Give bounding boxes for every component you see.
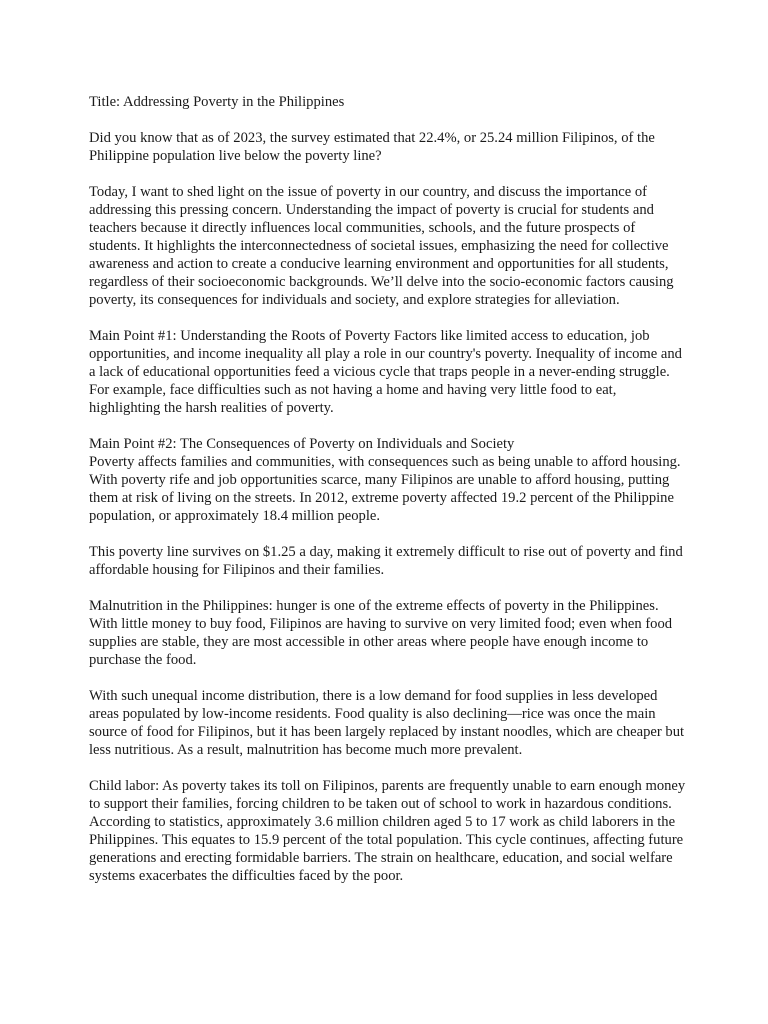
intro-question-paragraph: Did you know that as of 2023, the survey estimated that 22.4%, or 25.24 million Filipinos, of the Philippine population live below the poverty line? (89, 130, 655, 164)
main-point-1-paragraph: Main Point #1: Understanding the Roots of Poverty Factors like limited access to education, job opportunities, and income inequality all play a role in our country's poverty. Inequality of income and a lack of educational opportunities feed a vicious cycle that traps people in a never-ending struggle. For example, face difficulties such as not having a home and having very little food to eat, highlighting the harsh realities of poverty. (89, 328, 682, 416)
poverty-line-paragraph: This poverty line survives on $1.25 a day, making it extremely difficult to rise out of poverty and find affordable housing for Filipinos and their families. (89, 544, 683, 578)
document-title: Title: Addressing Poverty in the Philippines (89, 94, 345, 110)
child-labor-paragraph: Child labor: As poverty takes its toll on Filipinos, parents are frequently unable to earn enough money to support their families, forcing children to be taken out of school to work in hazardous conditions. According to statistics, approximately 3.6 million children aged 5 to 17 work as child laborers in the Philippines. This equates to 15.9 percent of the total population. This cycle continues, affecting future generations and erecting formidable barriers. The strain on healthcare, education, and social welfare systems exacerbates the difficulties faced by the poor. (89, 778, 686, 884)
main-point-2-paragraph: Main Point #2: The Consequences of Poverty on Individuals and Society Poverty affects families and communities, with consequences such as being unable to afford housing. With poverty rife and job opportunities scarce, many Filipinos are unable to afford housing, putting them at risk of living on the streets. In 2012, extreme poverty affected 19.2 percent of the Philippine population, or approximately 18.4 million people. (89, 436, 681, 524)
intro-paragraph: Today, I want to shed light on the issue of poverty in our country, and discuss the importance of addressing this pressing concern. Understanding the impact of poverty is crucial for students and teachers because it directly influences local communities, schools, and the future prospects of students. It highlights the interconnectedness of societal issues, emphasizing the need for collective awareness and action to create a conducive learning environment and opportunities for all students, regardless of their socioeconomic backgrounds. We’ll delve into the socio-economic factors causing poverty, its consequences for individuals and society, and explore strategies for alleviation. (89, 184, 674, 308)
document-body (89, 93, 689, 903)
malnutrition-paragraph: Malnutrition in the Philippines: hunger is one of the extreme effects of poverty in the Philippines. With little money to buy food, Filipinos are having to survive on very limited food; even when food supplies are stable, they are most accessible in other areas where people have enough income to purchase the food. (89, 598, 673, 668)
income-distribution-paragraph: With such unequal income distribution, there is a low demand for food supplies in less developed areas populated by low-income residents. Food quality is also declining—rice was once the main source of food for Filipinos, but it has been largely replaced by instant noodles, which are cheaper but less nutritious. As a result, malnutrition has become much more prevalent. (89, 688, 685, 758)
